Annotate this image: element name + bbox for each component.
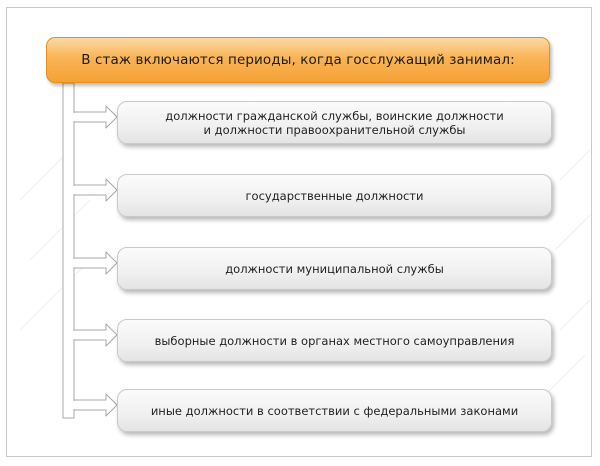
- item-text-line1: государственные должности: [245, 188, 424, 203]
- item-box-municipal-service: [117, 247, 552, 290]
- connector-arrow-3: [74, 252, 117, 274]
- item-text-line2: и должности правоохранительной службы: [203, 122, 466, 137]
- connector-arrow-4: [74, 324, 117, 346]
- connector-arrow-1: [74, 106, 117, 128]
- item-text-line1: выборные должности в органах местного самоуправления: [154, 333, 515, 348]
- item-box-state-positions: [117, 174, 552, 217]
- item-text-line1: иные должности в соответствии с федеральными законами: [150, 403, 519, 418]
- connector-arrow-2: [74, 179, 117, 201]
- header-box: [46, 37, 550, 83]
- item-text-line1: должности муниципальной службы: [225, 261, 444, 276]
- connector-arrow-5: [74, 394, 117, 416]
- item-box-elected-positions: [117, 319, 552, 362]
- header-text: В стаж включаются периоды, когда госслужащий занимал:: [81, 52, 515, 68]
- item-text-line1: должности гражданской службы, воинские должности: [165, 108, 504, 123]
- item-box-civil-service: [117, 101, 552, 144]
- item-box-other-positions: [117, 389, 552, 432]
